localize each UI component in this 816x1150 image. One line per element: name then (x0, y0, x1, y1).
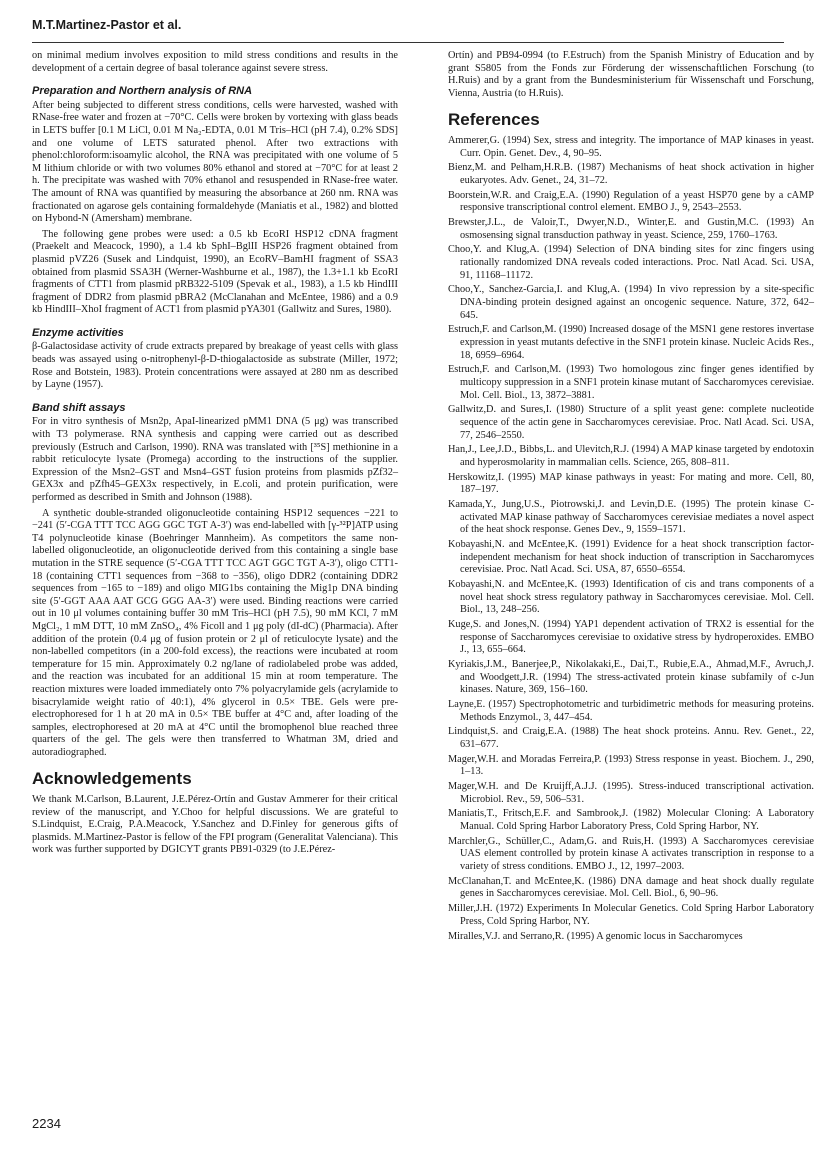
intro-paragraph: on minimal medium involves exposition to mild stress conditions and results in the development of a certain degree of basal tolerance against severe stress. (32, 50, 398, 74)
reference-item: Brewster,J.L., de Valoir,T., Dwyer,N.D., Winter,E. and Gustin,M.C. (1993) An osmosensing signal transduction pathway in yeast. Science, 259, 1760–1763. (448, 217, 814, 241)
page-number: 2234 (32, 1116, 61, 1131)
acknowledgements-continued: Ortín) and PB94-0994 (to F.Estruch) from the Spanish Ministry of Education and by grant S5805 from the Fonds zur Förderung der wissenschaftlichen Forschung (to H.Ruis) and by a grant from the Bundesministerium für Wissenschaft und Forschung, Vienna, Austria (to H.Ruis). (448, 50, 814, 99)
reference-item: Miller,J.H. (1972) Experiments In Molecular Genetics. Cold Spring Harbor Laboratory Press, Cold Spring Harbor, NY. (448, 903, 814, 927)
reference-item: Han,J., Lee,J.D., Bibbs,L. and Ulevitch,R.J. (1994) A MAP kinase targeted by endotoxin and hyperosmolarity in mammalian cells. Science, 265, 808–811. (448, 444, 814, 468)
reference-item: Estruch,F. and Carlson,M. (1990) Increased dosage of the MSN1 gene restores invertase expression in yeast mutants defective in the SNF1 protein kinase. Nucleic Acids Res., 18, 6959–6964. (448, 324, 814, 361)
reference-item: Boorstein,W.R. and Craig,E.A. (1990) Regulation of a yeast HSP70 gene by a cAMP responsive transcriptional control element. EMBO J., 9, 2543–2553. (448, 189, 814, 214)
reference-item: Ammerer,G. (1994) Sex, stress and integrity. The importance of MAP kinases in yeast. Curr. Opin. Genet. Dev., 4, 90–95. (448, 134, 814, 159)
reference-item: Choo,Y. and Klug,A. (1994) Selection of DNA binding sites for zinc fingers using rationally randomized DNA reveals coded interactions. Proc. Natl Acad. Sci. USA, 91, 11168–11172. (448, 244, 814, 281)
reference-item: Choo,Y., Sanchez-Garcia,I. and Klug,A. (1994) In vivo repression by a site-specific DNA-binding protein designed against an oncogenic sequence. Nature, 372, 642–645. (448, 284, 814, 321)
section-heading-band-shift: Band shift assays (32, 401, 126, 414)
references-heading: References (448, 110, 540, 130)
reference-item: Kobayashi,N. and McEntee,K. (1991) Evidence for a heat shock transcription factor-independent mechanism for heat shock induction of transcription in Saccharomyces cerevisiae. Proc. Natl Acad. Sci. USA, 87, 6550–6554. (448, 539, 814, 576)
reference-item: Kamada,Y., Jung,U.S., Piotrowski,J. and Levin,D.E. (1995) The protein kinase C-activated MAP kinase pathway of Saccharomyces cerevisiae mediates a novel aspect of the heat shock response. Genes Dev., 9, 1559–1571. (448, 499, 814, 536)
paragraph-band-2: A synthetic double-stranded oligonucleotide containing HSP12 sequences −221 to −241 (5′-CGA TTT TCC AGG GGC TGT A-3′) was end-labelled with [γ-³²P]ATP using T4 polynucleotide kinase (Boehringer Mannheim). As competitors the same non-labelled oligonucleotide, an oligonucleotide derived from this containing a single base mutation in the STRE sequence (5′-CGA TTT TCC AGT GGC TGT A-3′), oligo CTT1-18 (containing CTT1 sequences from −368 to −356), oligo DDR2 (containing DDR2 sequences from −165 to −189) and oligo MIG1bs containing the Mig1p DNA binding site (5′-GGT AAA AAT GCG GGG AA-3′) were used. Binding reactions were carried out in 10 μl volumes containing buffer 30 mM Tris–HCl (pH 7.5), 90 mM KCl, 7 mM MgCl₂, 1 mM DTT, 10 mM ZnSO₄, 4% Ficoll and 1 μg poly (dI-dC) (Pharmacia). After addition of the protein (0.4 μg of fusion protein or 2 μl of reticulocyte lysate) and the non-labelled competitors (in a 200-fold excess), the reactions were incubated at room temperature for 15 min. Approximately 0.2 ng/lane of radiolabeled probe was added, and the reaction was incubated for an additional 15 min at room temperature. The reaction mixtures were loaded immediately onto 7% polyacrylamide gels (acrylamide to bisacrylamide weight ratio of 40:1), 4% glycerol in 0.5× TBE. Gels were pre-electrophoresed for 1 h at 20 mA in 0.5× TBE buffer at 4°C and, after loading of the samples, electrophoresed at 20 mA at 4°C until the bromophenol blue reached three quarters of the gel. The gels were then transferred to Whatman 3M, dried and autoradiographed. (32, 507, 398, 758)
left-column (32, 50, 398, 860)
paragraph-rna-2: The following gene probes were used: a 0.5 kb EcoRI HSP12 cDNA fragment (Praekelt and Meacock, 1990), a 1.4 kb SphI–BglII HSP26 fragment obtained from plasmid pVZ26 (Susek and Lindquist, 1990), an EcoRV–BamHI fragment of SSA3 obtained from plasmid SSA3H (Werner-Washburne et al., 1987), the 1.3+1.1 kb EcoRI fragments of CTT1 from plasmid pRB322-5109 (Spevak et al., 1983), a 1.5 kb HindIII fragment of DDR2 from plasmid pBRA2 (McClanahan and McEntee, 1986) and a 0.9 kb HindIII–XhoI fragment of ACT1 from plasmid pYA301 (Gallwitz and Sures, 1980). (32, 228, 398, 316)
reference-item: Gallwitz,D. and Sures,I. (1980) Structure of a split yeast gene: complete nucleotide sequence of the actin gene in Saccharomyces cerevisiae. Proc. Natl Acad. Sci. USA, 77, 2546–2550. (448, 404, 814, 441)
paragraph-enzyme-1: β-Galactosidase activity of crude extracts prepared by breakage of yeast cells with glass beads was assayed using o-nitrophenyl-β-D-thiogalactoside as substrate (Miller, 1972; Rose and Botstein, 1983). Protein concentrations were assayed at 280 nm as described by Layne (1957). (32, 341, 398, 391)
running-header-author: M.T.Martinez-Pastor et al. (32, 18, 182, 32)
right-column (448, 50, 814, 945)
reference-item: Lindquist,S. and Craig,E.A. (1988) The heat shock proteins. Annu. Rev. Genet., 22, 631–677. (448, 726, 814, 750)
reference-item: Herskowitz,I. (1995) MAP kinase pathways in yeast: For mating and more. Cell, 80, 187–197. (448, 471, 814, 496)
section-heading-enzyme: Enzyme activities (32, 326, 124, 339)
reference-item: Layne,E. (1957) Spectrophotometric and turbidimetric methods for measuring proteins. Methods Enzymol., 3, 447–454. (448, 698, 814, 723)
reference-item: Bienz,M. and Pelham,H.R.B. (1987) Mechanisms of heat shock activation in higher eukaryotes. Adv. Genet., 24, 31–72. (448, 162, 814, 186)
paragraph-band-1: For in vitro synthesis of Msn2p, ApaI-linearized pMM1 DNA (5 μg) was transcribed with T3 polymerase. RNA synthesis and capping were carried out as described previously (Estruch and Carlson, 1990). RNA was translated with [³⁵S] methionine in a rabbit reticulocyte lysate (Promega) according to the instructions of the supplier. Expression of the Msn2–GST and Msn4–GST fusion proteins from plasmids pZf32–GEX3x and pZfh45–GEX3x respectively, in E.coli, and protein purification, were performed as described in Smith and Johnson (1988). (32, 416, 398, 503)
section-heading-rna: Preparation and Northern analysis of RNA (32, 85, 253, 98)
reference-item: Kyriakis,J.M., Banerjee,P., Nikolakaki,E., Dai,T., Rubie,E.A., Ahmad,M.F., Avruch,J. and Woodgett,J.R. (1994) The stress-activated protein kinase subfamily of c-Jun kinases. Nature, 369, 156–160. (448, 658, 814, 696)
header-rule (32, 42, 784, 43)
reference-item: McClanahan,T. and McEntee,K. (1986) DNA damage and heat shock dually regulate genes in Saccharomyces cerevisiae. Mol. Cell. Biol., 6, 90–96. (448, 875, 814, 900)
acknowledgements-text: We thank M.Carlson, B.Laurent, J.E.Pérez-Ortín and Gustav Ammerer for their critical review of the manuscript, and Y.Choo for helpful discussions. We are grateful to S.Lindquist, E.Craig, P.A.Meacock, Y.Sanchez and D.Finley for generous gifts of plasmids. M.Martinez-Pastor is fellow of the FPI program (Generalitat Valenciana). This work was further supported by DGICYT grants PB91-0329 (to J.E.Pérez- (32, 794, 398, 856)
reference-item: Marchler,G., Schüller,C., Adam,G. and Ruis,H. (1993) A Saccharomyces cerevisiae UAS element controlled by protein kinase A activates transcription in response to a variety of stress conditions. EMBO J., 12, 1997–2003. (448, 835, 814, 872)
reference-item: Maniatis,T., Fritsch,E.F. and Sambrook,J. (1982) Molecular Cloning: A Laboratory Manual. Cold Spring Harbor Laboratory Press, Cold Spring Harbor, NY. (448, 808, 814, 832)
reference-item: Kuge,S. and Jones,N. (1994) YAP1 dependent activation of TRX2 is essential for the response of Saccharomyces cerevisiae to oxidative stress by hydroperoxides. EMBO J., 13, 655–664. (448, 618, 814, 656)
reference-item: Estruch,F. and Carlson,M. (1993) Two homologous zinc finger genes identified by multicopy suppression in a SNF1 protein kinase mutant of Saccharomyces cerevisiae. Mol. Cell. Biol., 13, 3872–3881. (448, 364, 814, 401)
paragraph-rna-1: After being subjected to different stress conditions, cells were harvested, washed with RNase-free water and frozen at −70°C. Cells were broken by vortexing with glass beads in LETS buffer [0.1 M LiCl, 0.01 M Na₂-EDTA, 0.01 M Tris–HCl (pH 7.4), 0.2% SDS] and one volume of LETS saturated phenol. After two extractions with phenol:chloroform:isoamylic alcohol, the RNA was precipitated with one volume of 5 M lithium chloride or with two volumes 80% ethanol and stored at −70°C for at least 2 h. The precipitate was washed with 70% ethanol and resuspended in RNase-free water. The amount of RNA was quantified by measuring the absorbance at 260 nm. RNA was fractionated on agarose gels containing formaldehyde (Maniatis et al., 1982) and blotted on Hybond-N (Amersham) membrane. (32, 99, 398, 225)
reference-item: Miralles,V.J. and Serrano,R. (1995) A genomic locus in Saccharomyces (448, 930, 743, 942)
references-list (448, 135, 814, 943)
acknowledgements-heading: Acknowledgements (32, 769, 192, 789)
reference-item: Mager,W.H. and De Kruijff,A.J.J. (1995). Stress-induced transcriptional activation. Microbiol. Rev., 59, 506–531. (448, 781, 814, 805)
reference-item: Mager,W.H. and Moradas Ferreira,P. (1993) Stress response in yeast. Biochem. J., 290, 1–13. (448, 753, 814, 778)
reference-item: Kobayashi,N. and McEntee,K. (1993) Identification of cis and trans components of a novel heat shock stress regulatory pathway in Saccharomyces cerevisiae. Mol. Cell. Biol., 13, 248–256. (448, 579, 814, 616)
